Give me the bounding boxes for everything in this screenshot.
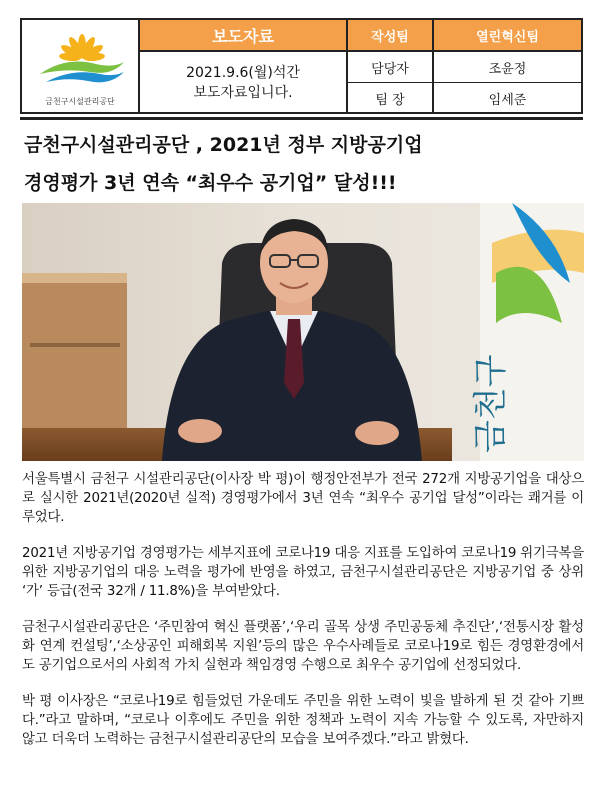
ceo-photo (22, 203, 584, 461)
release-date-cell (140, 52, 348, 114)
headline (24, 126, 584, 202)
headline-line-1: 금천구시설관리공단 , 2021년 정부 지방공기업 (24, 134, 423, 156)
paragraph-1: 서울특별시 금천구 시설관리공단(이사장 박 평)이 행정안전부가 전국 272개 지방공기업을 대상으로 실시한 2021년(2020년 실적) 경영평가에서 3년 연속 “최우수 공기업 달성”이라는 쾌거를 이루었다. (22, 472, 584, 525)
paragraph-4: 박 평 이사장은 “코로나19로 힘들었던 가운데도 주민을 위한 노력이 빛을 발하게 된 것 같아 기쁘다.”라고 말하며, “코로나 이후에도 주민을 위한 정책과 노력이 지속 가능할 수 있도록, 자만하지 않고 더욱더 노력하는 금천구시설관리공단의 모습을 보여주겠다.”라고 밝혔다. (22, 694, 584, 747)
release-label: 보도자료 (140, 20, 348, 52)
author-team-label: 작성팀 (348, 20, 434, 52)
organization-logo (20, 18, 140, 114)
logo-caption: 금천구시설관리공단 (45, 97, 115, 106)
article-body (22, 470, 584, 766)
contact-label: 담당자 (348, 52, 434, 83)
paragraph-3: 금천구시설관리공단은 ‘주민참여 혁신 플랫폼’,‘우리 골목 상생 주민공동체 추진단’,‘전통시장 활성화 연계 컨설팅’,‘소상공인 피해회복 지원’등의 많은 우수사례들로 코로나19로 힘든 경영환경에서도 공기업으로서의 사회적 가치 실현과 책임경영 수행으로 최우수 공기업에 선정되었다. (22, 620, 584, 673)
author-team-value: 열린혁신팀 (434, 20, 581, 52)
release-date: 2021.9.6(월)석간 (186, 65, 300, 81)
team-leader-label: 팀 장 (348, 83, 434, 114)
paragraph-2: 2021년 지방공기업 경영평가는 세부지표에 코로나19 대응 지표를 도입하여 코로나19 위기극복을 위한 지방공기업의 대응 노력을 평가에 반영을 하였고, 금천구시설관리공단은 지방공기업 중 상위 ‘가’ 등급(전국 32개 / 11.8%)을 부여받았다. (22, 546, 584, 599)
press-release-header (20, 18, 583, 114)
headline-line-2: 경영평가 3년 연속 “최우수 공기업” 달성!!! (24, 172, 397, 194)
sun-logo-icon (36, 28, 128, 90)
team-leader-value: 임세준 (488, 93, 527, 108)
flag-text: 금천구 (471, 354, 511, 453)
contact-value: 조윤정 (434, 52, 581, 83)
release-note: 보도자료입니다. (193, 85, 293, 101)
release-info-table (140, 18, 583, 114)
header-divider (20, 117, 583, 120)
